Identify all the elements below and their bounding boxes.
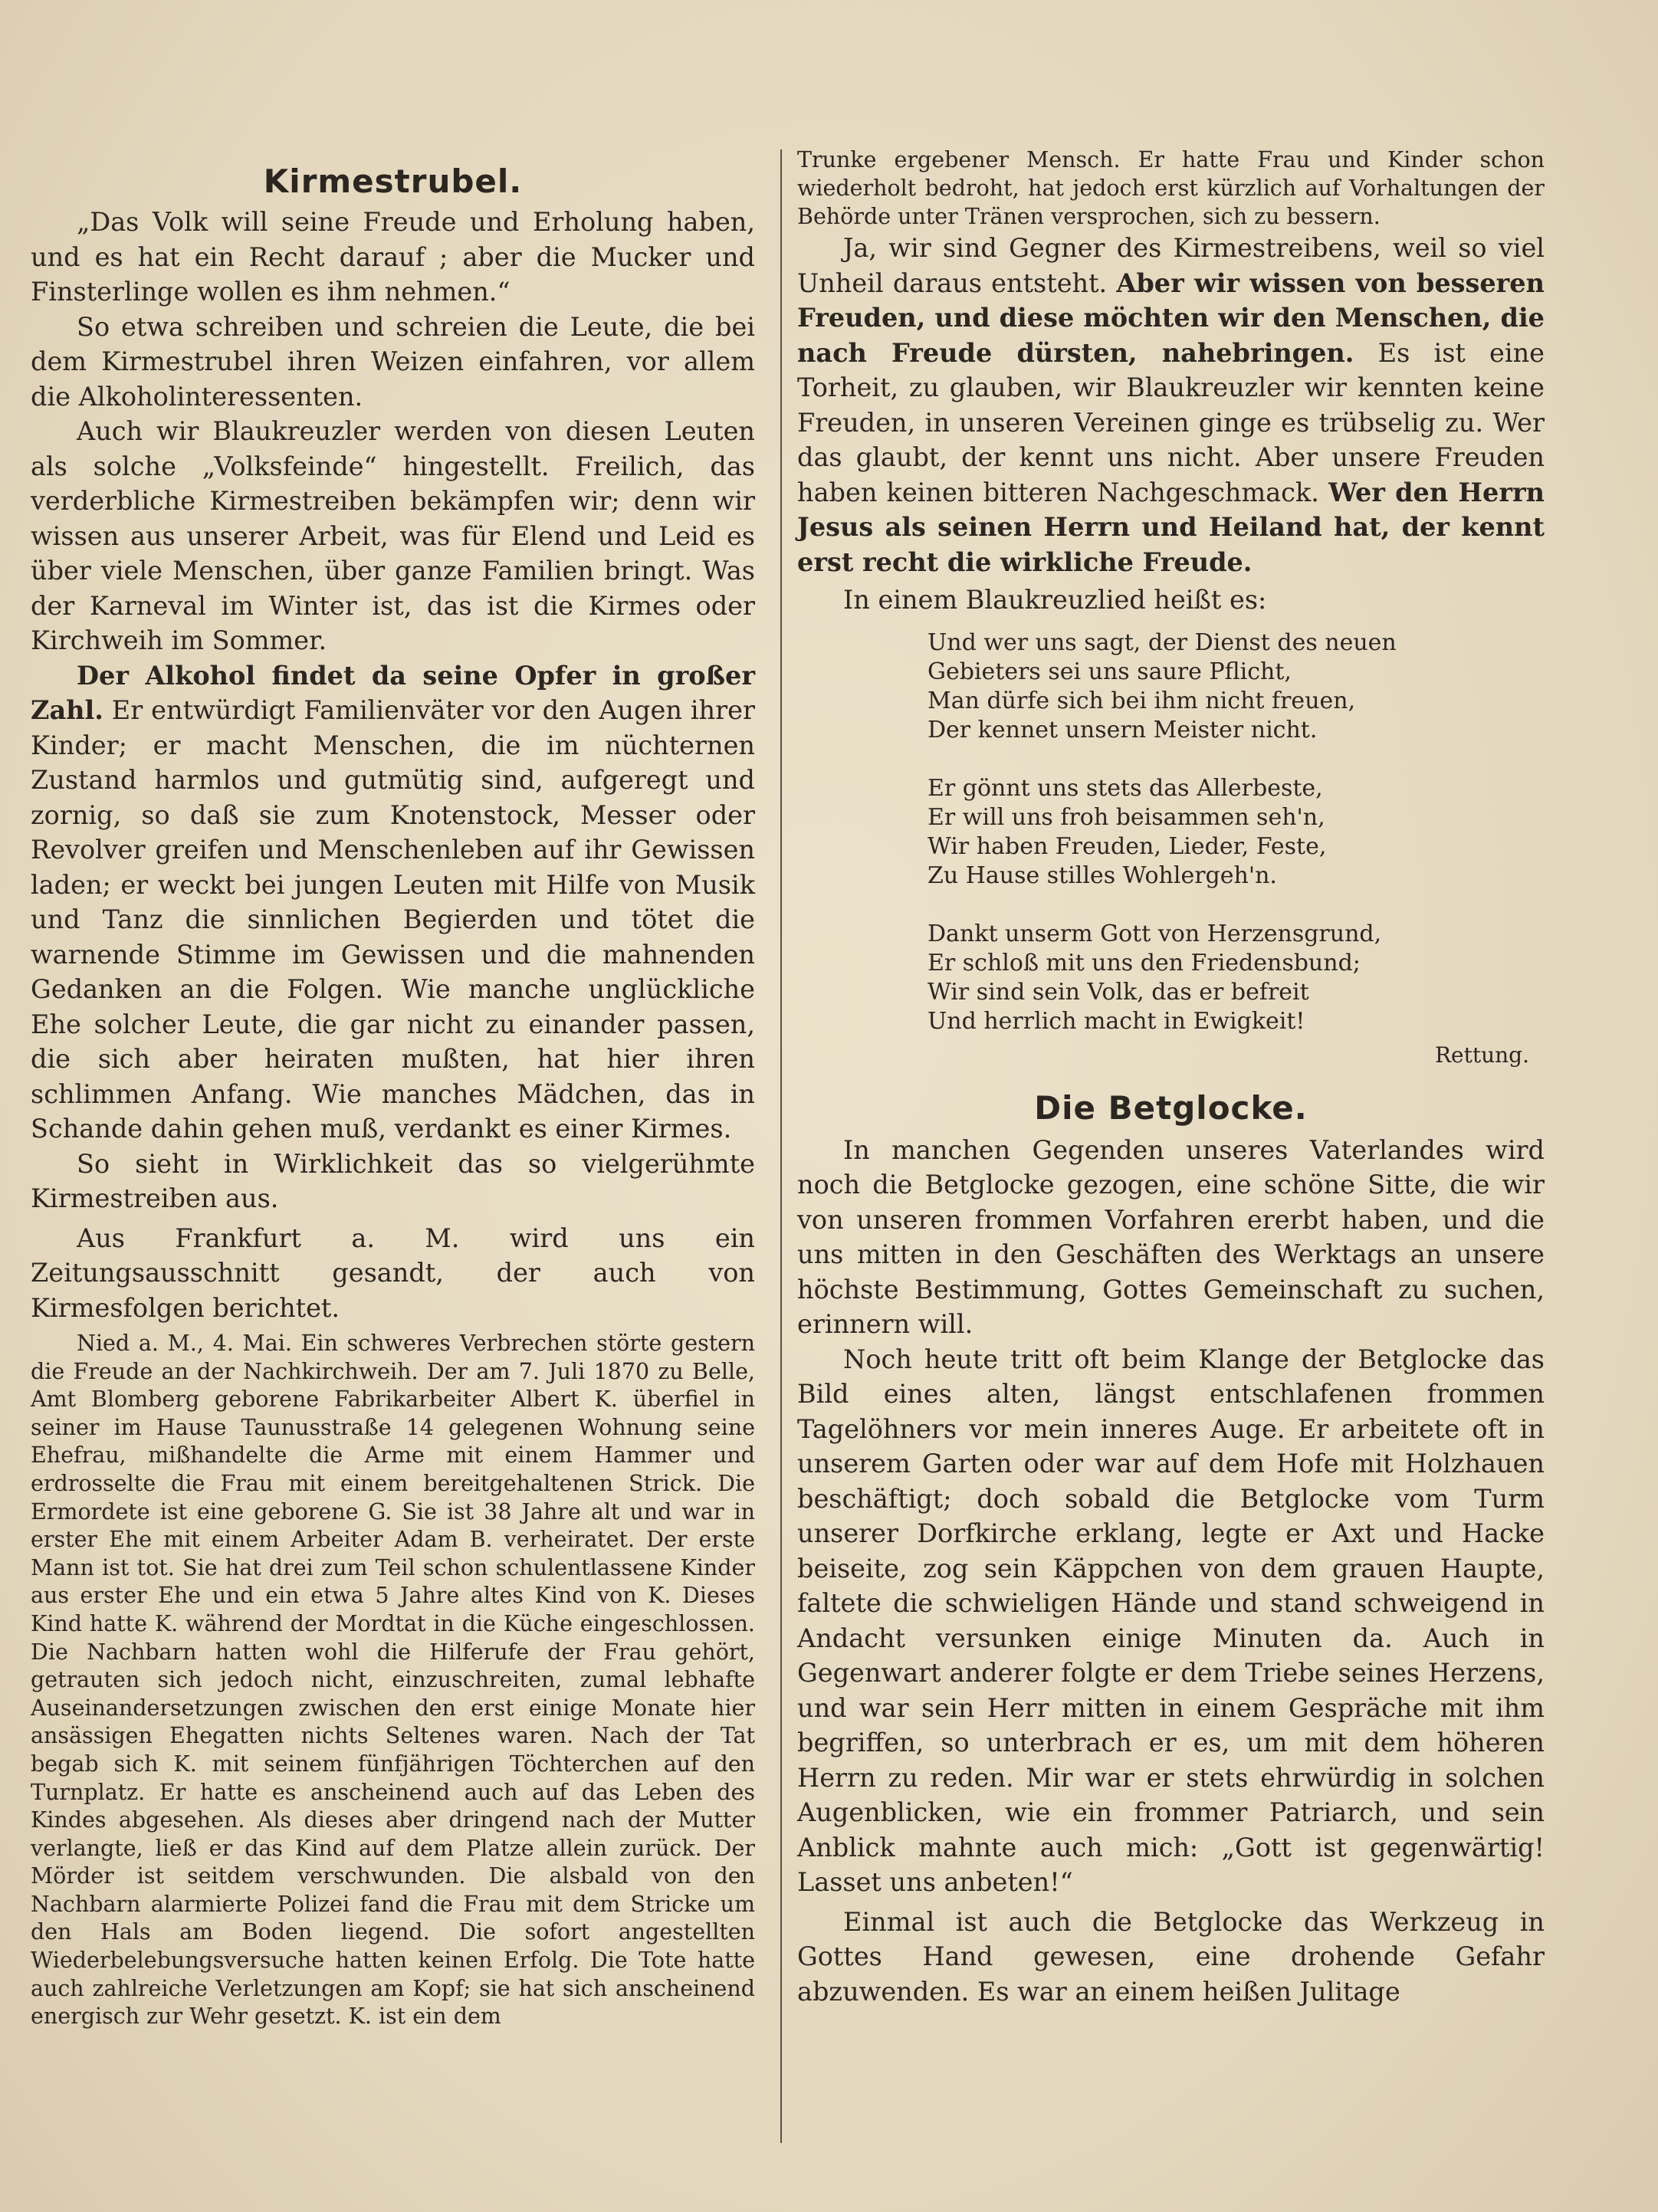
poem-stanza <box>927 628 1545 745</box>
paragraph <box>31 658 755 1147</box>
poem-line: Er gönnt uns stets das Allerbeste, <box>927 774 1323 802</box>
paragraph: In einem Blaukreuzlied heißt es: <box>843 585 1267 615</box>
bold-phrase: Wer den Herrn Jesus als seinen Herrn und Heiland hat, der kennt erst recht die wirkliche Freude. <box>797 477 1545 577</box>
poem-line: Der kennet unsern Meister nicht. <box>927 716 1318 743</box>
poem-line: Er schloß mit uns den Friedensbund; <box>927 949 1361 976</box>
poem-line: Man dürfe sich bei ihm nicht freuen, <box>927 687 1356 714</box>
newspaper-clipping-continued: Trunke ergebener Mensch. Er hatte Frau und Kinder schon wiederholt bedroht, hat jedoch erst kürzlich auf Vorhaltungen der Behörde unter Tränen versprochen, sich zu bessern. <box>797 147 1545 229</box>
paragraph-text: Es ist eine Torheit, zu glauben, wir Blaukreuzler wir kennten keine Freuden, in unseren Vereinen ginge es trübselig zu. Wer das glaubt, der kennt uns nicht. Aber unsere Freuden haben keinen bitteren Nachgeschmack. <box>797 337 1545 507</box>
poem-line: Gebieters sei uns saure Pflicht, <box>927 658 1292 685</box>
paragraph: Noch heute tritt oft beim Klange der Betglocke das Bild eines alten, längst entschlafenen frommen Tagelöhners vor mein inneres Auge. Er arbeitete oft in unserem Garten oder war auf dem Hofe mit Holzhauen beschäftigt; doch sobald die Betglocke vom Turm unserer Dorfkirche erklang, legte er Axt und Hacke beiseite, zog sein Käppchen von dem grauen Haupte, faltete die schwieligen Hände und stand schweigend in Andacht versunken einige Minuten da. Auch in Gegenwart anderer folgte er dem Triebe seines Herzens, und war sein Herr mitten in einem Gespräche mit ihm begriffen, so unterbrach er es, um mit dem höheren Herrn zu reden. Mir war er stets ehrwürdig in solchen Augenblicken, wie ein frommer Patriarch, und sein Anblick mahnte auch mich: „Gott ist gegenwärtig! Lasset uns anbeten!“ <box>797 1344 1545 1897</box>
poem-stanza <box>927 774 1545 891</box>
paragraph: So etwa schreiben und schreien die Leute, die bei dem Kirmestrubel ihren Weizen einfahren, vor allem die Alkoholinteressenten. <box>31 311 755 412</box>
poem-line: Wir haben Freuden, Lieder, Feste, <box>927 832 1327 860</box>
article-title-betglocke: Die Betglocke. <box>1034 1088 1308 1127</box>
column-divider <box>780 149 782 2143</box>
poem-line: Und wer uns sagt, der Dienst des neuen <box>927 628 1397 656</box>
paragraph: Auch wir Blaukreuzler werden von diesen Leuten als solche „Volksfeinde“ hingestellt. Freilich, das verderbliche Kirmestreiben bekämpfen wir; denn wir wissen aus unserer Arbeit, was für Elend und Leid es über viele Menschen, über ganze Familien bringt. Was der Karneval im Winter ist, das ist die Kirmes oder Kirchweih im Sommer. <box>31 416 755 655</box>
right-column <box>797 146 1545 2151</box>
poem-line: Er will uns froh beisammen seh'n, <box>927 803 1325 831</box>
paragraph: „Das Volk will seine Freude und Erholung haben, und es hat ein Recht darauf ; aber die Mucker und Finsterlinge wollen es ihm nehmen.“ <box>31 207 755 307</box>
paragraph: In manchen Gegenden unseres Vaterlandes wird noch die Betglocke gezogen, eine schöne Sitte, die wir von unseren frommen Vorfahren ererbt haben, und die uns mitten in den Geschäften des Werktags an unsere höchste Bestimmung, Gottes Gemeinschaft zu suchen, erinnern will. <box>797 1134 1545 1339</box>
paragraph: So sieht in Wirklichkeit das so vielgerühmte Kirmestreiben aus. <box>31 1148 755 1213</box>
bold-phrase: Aber wir wissen von besseren Freuden, und diese möchten wir den Menschen, die nach Freude dürsten, nahebringen. <box>797 267 1545 368</box>
paragraph-text: Ja, wir sind Gegner des Kirmestreibens, weil so viel Unheil daraus entsteht. <box>797 233 1545 298</box>
paragraph-text: Er entwürdigt Familienväter vor den Augen ihrer Kinder; er macht Menschen, die im nüchternen Zustand harmlos und gutmütig sind, aufgeregt und zornig, so daß sie zum Knotenstock, Messer oder Revolver greifen und Menschenleben auf ihr Gewissen laden; er weckt bei jungen Leuten mit Hilfe von Musik und Tanz die sinnlichen Begierden und tötet die warnende Stimme im Gewissen und die mahnenden Gedanken an die Folgen. Wie manche unglückliche Ehe solcher Leute, die gar nicht zu einander passen, die sich aber heiraten mußten, hat hier ihren schlimmen Anfang. Wie manches Mädchen, das in Schande dahin gehen muß, verdankt es einer Kirmes. <box>31 695 755 1144</box>
poem-stanza <box>927 920 1545 1036</box>
bold-phrase: Der Alkohol findet da seine Opfer in großer Zahl. <box>31 660 755 725</box>
article-title-kirmestrubel: Kirmestrubel. <box>263 162 523 200</box>
poem-line: Wir sind sein Volk, das er befreit <box>927 978 1309 1006</box>
source-credit: Rettung. <box>1434 1042 1529 1068</box>
paragraph <box>797 231 1545 579</box>
poem-line: Dankt unserm Gott von Herzensgrund, <box>927 920 1382 947</box>
poem <box>927 628 1545 1036</box>
paragraph: Einmal ist auch die Betglocke das Werkzeug in Gottes Hand gewesen, eine drohende Gefahr abzuwenden. Es war an einem heißen Julitage <box>797 1906 1545 2007</box>
paragraph: Aus Frankfurt a. M. wird uns ein Zeitungsausschnitt gesandt, der auch von Kirmesfolgen berichtet. <box>31 1223 755 1323</box>
newspaper-clipping: Nied a. M., 4. Mai. Ein schweres Verbrechen störte gestern die Freude an der Nachkirchweih. Der am 7. Juli 1870 zu Belle, Amt Blomberg geborene Fabrikarbeiter Albert K. überfiel in seiner im Hause Taunusstraße 14 gelegenen Wohnung seine Ehefrau, mißhandelte die Arme mit einem Hammer und erdrosselte die Frau mit einem bereitgehaltenen Strick. Die Ermordete ist eine geborene G. Sie ist 38 Jahre alt und war in erster Ehe mit einem Arbeiter Adam B. verheiratet. Der erste Mann ist tot. Sie hat drei zum Teil schon schulentlassene Kinder aus erster Ehe und ein etwa 5 Jahre altes Kind von K. Dieses Kind hatte K. während der Mordtat in die Küche eingeschlossen. Die Nachbarn hatten wohl die Hilferufe der Frau gehört, getrauten sich jedoch nicht, einzuschreiten, zumal lebhafte Auseinandersetzungen zwischen den erst einige Monate hier ansässigen Ehegatten nichts Seltenes waren. Nach der Tat begab sich K. mit seinem fünfjährigen Töchterchen auf den Turnplatz. Er hatte es anscheinend auch auf das Leben des Kindes abgesehen. Als dieses aber dringend nach der Mutter verlangte, ließ er das Kind auf dem Platze allein zurück. Der Mörder ist seitdem verschwunden. Die alsbald von den Nachbarn alarmierte Polizei fand die Frau mit dem Stricke um den Hals am Boden liegend. Die sofort angestellten Wiederbelebungsversuche hatten keinen Erfolg. Die Tote hatte auch zahlreiche Verletzungen am Kopf; sie hat sich anscheinend energisch zur Wehr gesetzt. K. ist ein dem <box>31 1331 755 2030</box>
left-column <box>31 146 763 2151</box>
poem-line: Und herrlich macht in Ewigkeit! <box>927 1007 1305 1035</box>
poem-line: Zu Hause stilles Wohlergeh'n. <box>927 861 1277 889</box>
